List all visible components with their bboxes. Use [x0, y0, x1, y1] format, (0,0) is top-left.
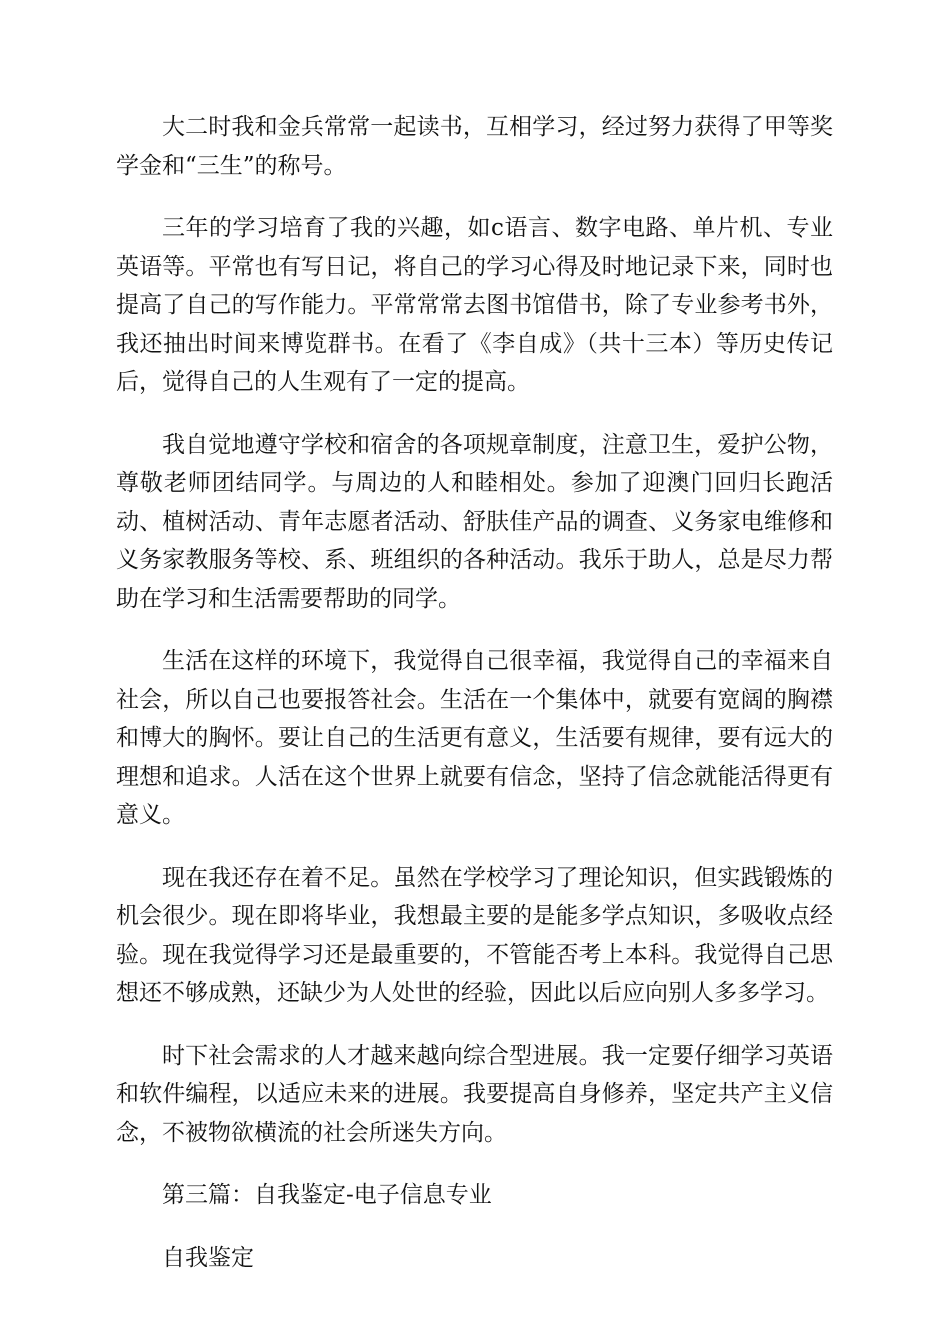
paragraph-4: 生活在这样的环境下，我觉得自己很幸福，我觉得自己的幸福来自社会，所以自己也要报答社会。生活在一个集体中，就要有宽阔的胸襟和博大的胸怀。要让自己的生活更有意义，生活要有规律，要有远大的理想和追求。人活在这个世界上就要有信念，坚持了信念就能活得更有意义。: [116, 648, 833, 828]
document-page: [116, 108, 833, 1301]
paragraph-3: 我自觉地遵守学校和宿舍的各项规章制度，注意卫生，爱护公物，尊敬老师团结同学。与周边的人和睦相处。参加了迎澳门回归长跑活动、植树活动、青年志愿者活动、舒肤佳产品的调查、义务家电维修和义务家教服务等校、系、班组织的各种活动。我乐于助人，总是尽力帮助在学习和生活需要帮助的同学。: [116, 431, 833, 612]
section-subheading: 自我鉴定: [162, 1244, 254, 1271]
paragraph-5: 现在我还存在着不足。虽然在学校学习了理论知识，但实践锻炼的机会很少。现在即将毕业，我想最主要的是能多学点知识，多吸收点经验。现在我觉得学习还是最重要的，不管能否考上本科。我觉得自己思想还不够成熟，还缺少为人处世的经验，因此以后应向别人多多学习。: [116, 864, 833, 1006]
paragraph-1: 大二时我和金兵常常一起读书，互相学习，经过努力获得了甲等奖学金和“三生”的称号。: [116, 114, 833, 179]
paragraph-2: 三年的学习培育了我的兴趣，如c语言、数字电路、单片机、专业英语等。平常也有写日记，将自己的学习心得及时地记录下来，同时也提高了自己的写作能力。平常常常去图书馆借书，除了专业参考书外，我还抽出时间来博览群书。在看了《李自成》（共十三本）等历史传记后，觉得自己的人生观有了一定的提高。: [116, 215, 833, 395]
section-heading: 第三篇：自我鉴定-电子信息专业: [162, 1182, 492, 1208]
paragraph-6: 时下社会需求的人才越来越向综合型进展。我一定要仔细学习英语和软件编程，以适应未来的进展。我要提高自身修养，坚定共产主义信念，不被物欲横流的社会所迷失方向。: [116, 1042, 833, 1146]
